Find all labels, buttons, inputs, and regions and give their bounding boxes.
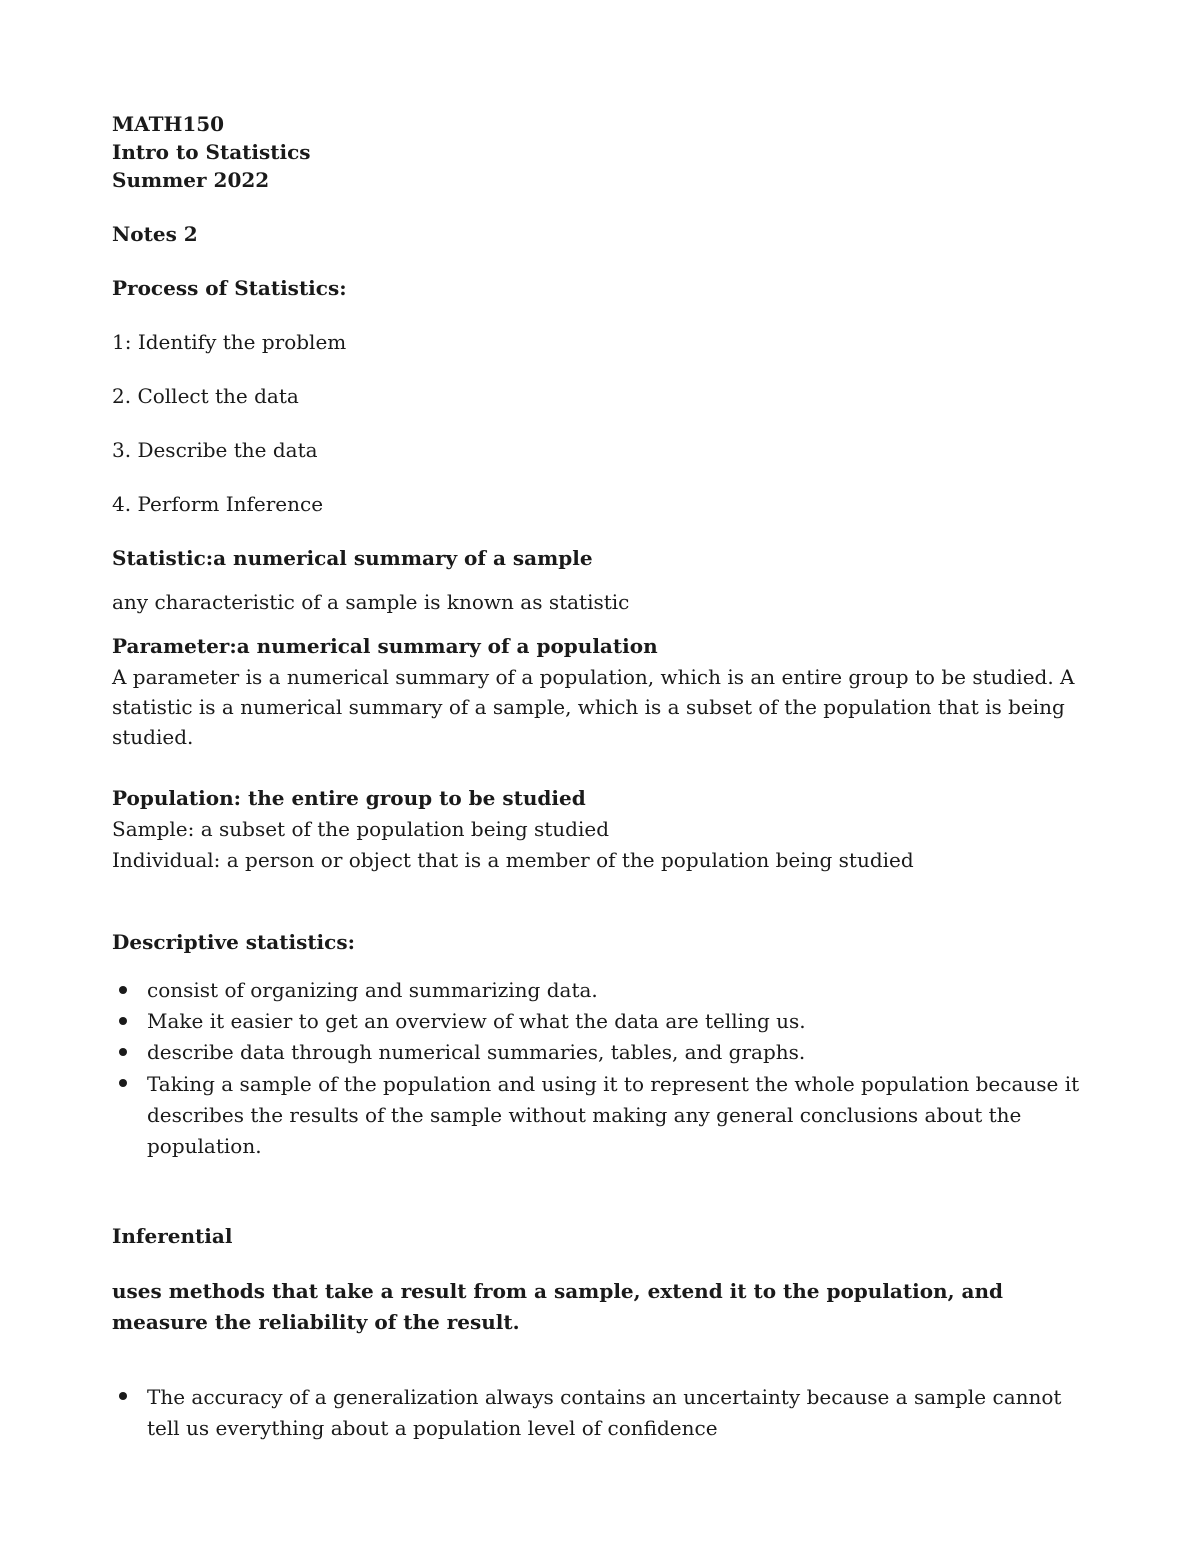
bullet-icon: [119, 1079, 127, 1087]
list-item: Taking a sample of the population and using it to represent the whole population because it describes the results of the sample without making any general conclusions about the population.: [112, 1069, 1087, 1162]
list-item: Make it easier to get an overview of what the data are telling us.: [112, 1007, 1087, 1035]
bullet-icon: [119, 1392, 127, 1400]
bullet-icon: [119, 1048, 127, 1056]
document-header: [112, 110, 1087, 194]
statistic-note: any characteristic of a sample is known as statistic: [112, 590, 630, 614]
list-item: describe data through numerical summaries, tables, and graphs.: [112, 1038, 1087, 1066]
course-code: MATH150: [112, 112, 225, 136]
sample-definition: Sample: a subset of the population being studied: [112, 817, 610, 841]
list-item: The accuracy of a generalization always contains an uncertainty because a sample cannot tell us everything about a population level of confidence: [112, 1382, 1087, 1444]
process-step-1: 1: Identify the problem: [112, 330, 347, 354]
course-title: Intro to Statistics: [112, 140, 311, 164]
parameter-definition: Parameter:a numerical summary of a population: [112, 634, 658, 658]
statistic-definition: Statistic:a numerical summary of a sample: [112, 546, 593, 570]
inferential-definition: uses methods that take a result from a sample, extend it to the population, and measure the reliability of the result.: [112, 1279, 1004, 1334]
population-definition: Population: the entire group to be studied: [112, 786, 586, 810]
parameter-paragraph: A parameter is a numerical summary of a population, which is an entire group to be studied. A statistic is a numerical summary of a sample, which is a subset of the population that is being studied.: [112, 665, 1075, 749]
individual-definition: Individual: a person or object that is a member of the population being studied: [112, 848, 914, 872]
document-page: [112, 110, 1087, 1447]
descriptive-list: [112, 976, 1087, 1162]
descriptive-heading: Descriptive statistics:: [112, 930, 355, 954]
process-step-2: 2. Collect the data: [112, 384, 299, 408]
notes-label: Notes 2: [112, 222, 198, 246]
list-item: consist of organizing and summarizing data.: [112, 976, 1087, 1004]
bullet-icon: [119, 986, 127, 994]
process-step-4: 4. Perform Inference: [112, 492, 324, 516]
inferential-heading: Inferential: [112, 1224, 233, 1248]
course-term: Summer 2022: [112, 168, 270, 192]
process-heading: Process of Statistics:: [112, 276, 347, 300]
process-step-3: 3. Describe the data: [112, 438, 318, 462]
bullet-icon: [119, 1017, 127, 1025]
inferential-list: [112, 1382, 1087, 1444]
